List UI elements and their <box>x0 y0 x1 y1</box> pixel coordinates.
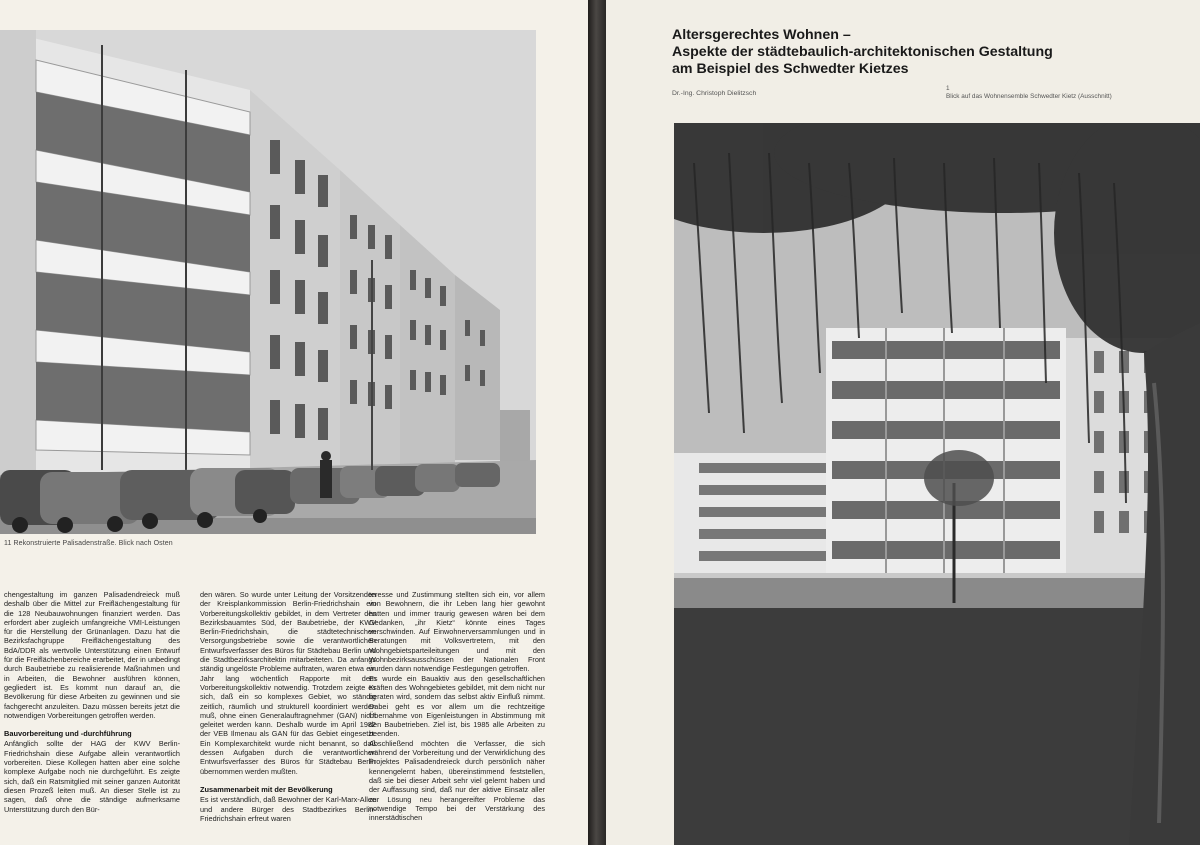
headline-line-2: Aspekte der städtebaulich-architektonischen Gestaltung <box>672 44 1053 60</box>
street-photo <box>0 30 536 534</box>
headline-line-3: am Beispiel des Schwedter Kietzes <box>672 61 909 77</box>
paragraph: Es wurde ein Bauaktiv aus den gesellschaftlichen Kräften des Wohngebietes gebildet, mit dem nicht nur beraten wird, sondern das selbst aktiv Einfluß nimmt. Dabei geht es vor allem um die rechtzeitige Übernahme von Eigenleistungen in Abstimmung mit den Baubetrieben. Ziel ist, bis 1985 alle Arbeiten zu beenden. <box>369 673 545 739</box>
section-heading: Zusammenarbeit mit der Bevölkerung <box>200 784 333 794</box>
text-column-2 <box>200 590 376 845</box>
page-gutter <box>588 0 606 845</box>
photo-caption-text: Blick auf das Wohnensemble Schwedter Kietz (Ausschnitt) <box>946 93 1112 100</box>
street-photo-graphic <box>0 30 536 534</box>
paragraph: den wären. So wurde unter Leitung der Vorsitzenden der Kreisplankommission Berlin-Friedrichshain ein Vorbereitungskollektiv gebildet, in dem Vertreter des Bezirksbauamtes Süd, der Baubetriebe, der KWV Berlin-Friedrichshain, die städtetechnischen Versorgungsbetriebe sowie die verantwortlichen Entwurfsverfasser des Büros für Städtebau Berlin und die Stadtbezirksarchitektin mitarbeiteten. Da anfangs ständig ungelöste Probleme auftraten, waren etwa ein Jahr lang wöchentlich Rapporte mit dem Vorbereitungskollektiv notwendig. Trotzdem zeigte es sich, daß ein so komplexes Gebiet, wo ständig zeitlich, räumlich und strukturell koordiniert werden muß, ohne einen Generalauftragnehmer (GAN) nicht geleitet werden kann. Deshalb wurde im April 1982 der VEB Ilmenau als GAN für das Gebiet eingesetzt. Ein Komplexarchitekt wurde nicht benannt, so daß dessen Aufgaben durch die verantwortlichen Entwurfsverfasser des Büros für Städtebau Berlin übernommen werden mußten. <box>200 590 376 776</box>
paragraph: teresse und Zustimmung stellten sich ein, vor allem von Bewohnern, die ihr Leben lang hier gewohnt hatten und immer traurig gewesen wären bei dem Gedanken, „ihr Kietz“ könnte eines Tages verschwinden. Auf Einwohnerversammlungen und in Beratungen mit Volksvertretern, mit den Wohngebietsparteileitungen und mit den Wohnbezirksausschüssen der Nationalen Front wurden dann notwendige Festlegungen getroffen. <box>369 590 545 674</box>
left-page <box>0 0 588 845</box>
street-photo-caption: 11 Rekonstruierte Palisadenstraße. Blick nach Osten <box>4 540 173 547</box>
headline-line-1: Altersgerechtes Wohnen – <box>672 27 851 43</box>
text-column-1 <box>4 590 180 845</box>
article-author: Dr.-Ing. Christoph Dielitzsch <box>672 90 757 97</box>
right-page <box>606 0 1200 845</box>
building-photo-graphic <box>674 123 1200 845</box>
photo-number: 1 <box>946 85 950 92</box>
paragraph: Abschließend möchten die Verfasser, die sich während der Vorbereitung und der Verwirklichung des Projektes Palisadendreieck durch persönlich näher kennengelernt haben, übereinstimmend feststellen, daß sie bei dieser Arbeit sehr viel gelernt haben und der Auffassung sind, daß nur der aktive Einsatz aller zur Lösung neu herangereifter Probleme das notwendige Tempo bei der Verstärkung des innerstädtischen <box>369 738 545 823</box>
building-photo-caption <box>946 85 1112 101</box>
building-photo <box>674 123 1200 845</box>
paragraph: Anfänglich sollte der HAG der KWV Berlin-Friedrichshain diese Aufgabe allein verantwortlich vorbereiten. Diese Kollegen hatten aber eine solche komplexe Aufgabe noch nie durchgeführt. Es zeigte sich, daß ein Ratsmitglied mit seiner ganzen Autorität diesen Prozeß leiten muß. An dieser Stelle ist zu sagen, daß ohne die ständige aufmerksame Unterstützung durch den Bür- <box>4 739 180 814</box>
text-column-3 <box>369 590 545 845</box>
paragraph: chengestaltung im ganzen Palisadendreieck muß deshalb über die Mittel zur Freiflächengestaltung für die 128 Neubauwohnungen finanziert werden. Das erfordert aber zugleich umfangreiche VMI-Leistungen für die Herstellung der Grünanlagen. Dazu hat die Bezirksfachgruppe Freiflächengestaltung des BdA/DDR als wertvolle Unterstützung einen Entwurf für die Freiflächenbereiche erarbeitet, der in unbedingt durch Baubetriebe zu realisierende Maßnahmen und in Arbeiten, die Bewohner ausführen können, gegliedert ist. Es kommt nun darauf an, die Bevölkerung für diese Arbeiten zu gewinnen und sie fachgerecht anzuleiten. Dazu müssen bereits jetzt die notwendigen Vorbereitungen getroffen werden. <box>4 590 180 720</box>
paragraph: Es ist verständlich, daß Bewohner der Karl-Marx-Allee und andere Bürger des Stadtbezirkes Berlin-Friedrichshain erfreut waren <box>200 795 376 823</box>
section-heading: Bauvorbereitung und -durchführung <box>4 729 132 739</box>
article-headline <box>672 27 1192 78</box>
left-text-columns <box>4 590 586 845</box>
